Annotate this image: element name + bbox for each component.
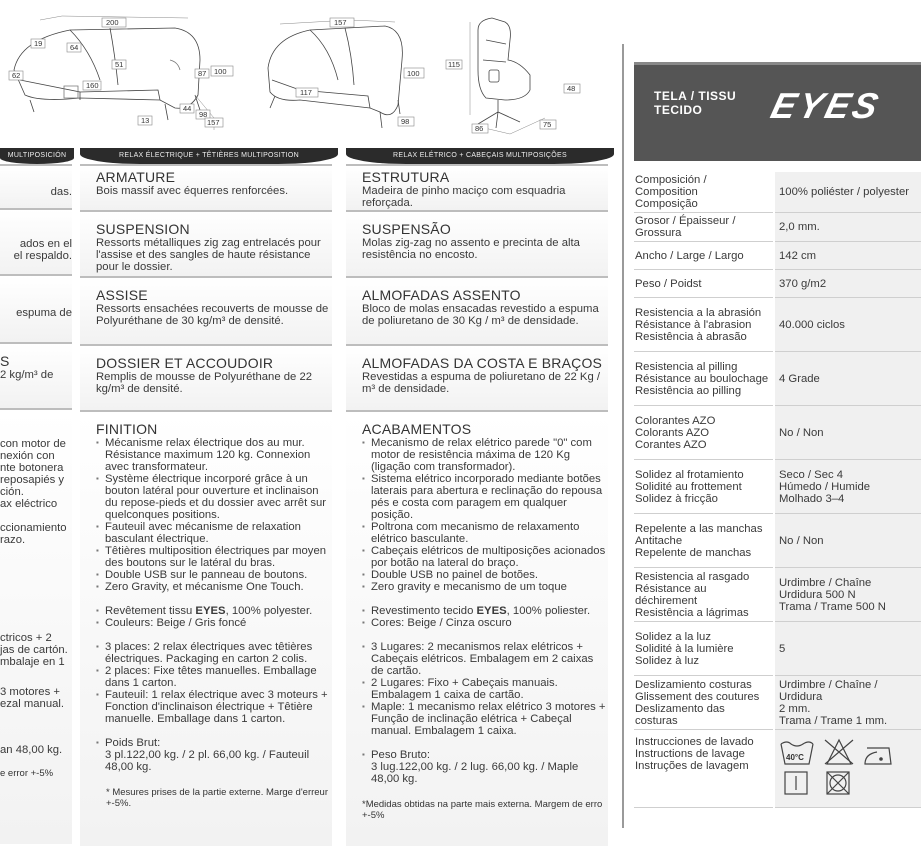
- iron-low-icon: [865, 748, 891, 764]
- section-text: Bois massif avec équerres renforcées.: [96, 185, 289, 197]
- dim-label: 48: [567, 84, 576, 93]
- section-text: Ressorts métalliques zig zag entrelacés pour l'assise et des sangles de haute résistance pour le dossier.: [96, 237, 321, 273]
- list-item: ▪ Têtières multiposition électriques par moyen des boutons sur le latéral du bras.: [96, 545, 332, 569]
- dim-label: 115: [448, 60, 460, 69]
- dim-label: 98: [401, 117, 410, 126]
- section-almofadas-costa: [346, 344, 608, 410]
- list-item: ▪ Fauteuil: 1 relax électrique avec 3 moteurs + Fonction d'inclinaison électrique + Têtière manuelle. Emballage dans 1 carton.: [96, 689, 332, 725]
- dim-label: 51: [115, 60, 124, 69]
- section-dossier: [80, 344, 332, 410]
- section-armature: [80, 164, 332, 210]
- fabric-logo: EYES: [767, 85, 886, 126]
- list-item: ▪ Double USB no painel de botões.: [362, 569, 608, 581]
- table-row: Instrucciones de lavado Instructions de lavage Instruções de lavagem 40°C: [634, 730, 921, 808]
- cropped-text: ados en el: [19, 238, 72, 250]
- section-text: Revestidas a espuma de poliuretano de 22 Kg / m³ de densidade.: [362, 371, 601, 395]
- section-estrutura: [346, 164, 608, 210]
- cropped-text: 3 motores +: [0, 686, 60, 698]
- list-item: ▪ Zero gravity e mecanismo de um toque: [362, 581, 608, 593]
- sofa-2-seat-drawing: [268, 20, 402, 128]
- list-item: ▪ Maple: 1 mecanismo relax elétrico 3 motores + Função de inclinação elétrica + Cabeçal manual. Embalagem 1 caixa.: [362, 701, 608, 737]
- dim-label: 200: [106, 18, 119, 27]
- section-title: SUSPENSÃO: [362, 221, 451, 237]
- svg-text:40°C: 40°C: [786, 753, 804, 762]
- dim-label: 117: [300, 88, 312, 97]
- section-text: Molas zig-zag no assento e precinta de alta resistência no encosto.: [362, 237, 580, 261]
- list-item: ▪ Double USB sur le panneau de boutons.: [96, 569, 332, 581]
- section-title: ACABAMENTOS: [362, 421, 472, 437]
- list-item: ▪ Mecanismo de relax elétrico parede "0" com motor de resistência máxima de 120 Kg (ligação com transformador).: [362, 437, 608, 473]
- table-row: Repelente a las manchas Antitache Repelente de manchas No / Non: [634, 514, 921, 568]
- list-item: ▪ Mécanisme relax électrique dos au mur. Résistance maximum 120 kg. Connexion avec transformateur.: [96, 437, 332, 473]
- cropped-title: S: [0, 353, 10, 369]
- fabric-spec-table: [634, 172, 921, 808]
- cropped-text: das.: [50, 186, 72, 198]
- column-divider: [622, 44, 624, 828]
- section-text: Ressorts ensachées recouverts de mousse de Polyuréthane de 30 kg/m³ de densité.: [96, 303, 329, 327]
- table-row: Grosor / Épaisseur / Grossura 2,0 mm.: [634, 213, 921, 242]
- table-row: Resistencia al rasgado Résistance au déchirement Resistência a lágrimas Urdimbre / Chaîne Urdidura 500 N Trama / Trame 500 N: [634, 568, 921, 622]
- list-item: ▪ Zero Gravity, et mécanisme One Touch.: [96, 581, 332, 593]
- weight-title: ▪ Peso Bruto:: [362, 749, 608, 761]
- table-row: Peso / Poidst 370 g/m2: [634, 270, 921, 298]
- cropped-text: mbalaje en 1: [0, 656, 65, 668]
- dim-label: 64: [70, 43, 79, 52]
- cropped-text: con motor de: [0, 438, 66, 450]
- dim-label: 86: [475, 124, 484, 133]
- cropped-text: reposapiés y: [0, 474, 65, 486]
- section-text: Remplis de mousse de Polyuréthane de 22 kg/m³ de densité.: [96, 371, 313, 395]
- line-dry-icon: [785, 772, 807, 794]
- list-item: ▪ 2 places: Fixe têtes manuelles. Emballage dans 1 carton.: [96, 665, 332, 689]
- dim-label: 19: [34, 39, 43, 48]
- dim-label: 75: [543, 120, 552, 129]
- section-almofadas-assento: [346, 276, 608, 344]
- list-item: ▪ 3 places: 2 relax électriques avec têtières électriques. Packaging en carton 2 colis.: [96, 641, 332, 665]
- table-row: Solidez al frotamiento Solidité au frottement Solidez à fricção Seco / Sec 4 Húmedo / Humide Molhado 3–4: [634, 460, 921, 514]
- dim-label: 62: [12, 71, 21, 80]
- no-tumble-dry-icon: [827, 772, 849, 794]
- cropped-text: ctricos + 2: [0, 632, 52, 644]
- weight-values: 3 pl.122,00 kg. / 2 pl. 66,00 kg. / Fauteuil 48,00 kg.: [105, 749, 310, 773]
- section-assise: [80, 276, 332, 344]
- cropped-text: jas de cartón.: [0, 644, 68, 656]
- section-title: ALMOFADAS DA COSTA E BRAÇOS: [362, 355, 603, 371]
- section-suspensao: [346, 210, 608, 276]
- finition-list: [96, 437, 332, 593]
- dim-label: 87: [198, 69, 207, 78]
- section-suspension: [80, 210, 332, 276]
- list-item: ▪ 2 Lugares: Fixo + Cabeçais manuais. Embalagem 1 caixa de cartão.: [362, 677, 608, 701]
- section-title: DOSSIER ET ACCOUDOIR: [96, 355, 274, 371]
- cropped-text: ción.: [0, 486, 24, 498]
- wash-40-icon: [781, 742, 813, 764]
- ribbon-es: MULTIPOSICIÓN: [0, 148, 74, 164]
- cropped-text: el respaldo.: [13, 250, 72, 262]
- section-acabamentos: [346, 410, 608, 846]
- list-item: ▪ 3 Lugares: 2 mecanismos relax elétricos + Cabeçais elétricos. Embalagem em 2 caixas de cartão.: [362, 641, 608, 677]
- cropped-text: ax eléctrico: [0, 498, 58, 510]
- cropped-text: nte botonera: [0, 462, 64, 474]
- list-item: ▪ Cabeçais elétricos de multiposições acionados por botão na lateral do braço.: [362, 545, 608, 569]
- section-title: SUSPENSION: [96, 221, 190, 237]
- column-pt: [346, 164, 608, 846]
- dim-label: 157: [334, 18, 347, 27]
- dim-label: 98: [199, 110, 208, 119]
- fabric-header: [634, 62, 921, 161]
- acabamentos-list: [362, 437, 608, 593]
- column-es: [0, 164, 72, 844]
- section-text: Bloco de molas ensacadas revestido a espuma de poliuretano de 30 Kg / m³ de densidade.: [362, 303, 599, 327]
- table-row: Resistencia a la abrasión Résistance à l'abrasion Resistência à abrasão 40.000 ciclos: [634, 298, 921, 352]
- table-row: Composición / Composition Composição 100% poliéster / polyester: [634, 172, 921, 213]
- dim-label: 44: [183, 104, 192, 113]
- dim-label: 157: [207, 118, 220, 127]
- section-title: ESTRUTURA: [362, 169, 450, 185]
- cropped-note: e error +-5%: [0, 768, 54, 779]
- list-item: ▪ Système électrique incorporé grâce à un bouton latéral pour ouverture et inclinaison du repose-pieds et du dossier avec arrêt sur quelconques positions.: [96, 473, 332, 521]
- weight-values: 3 lug.122,00 kg. / 2 lug. 66,00 kg. / Maple 48,00 kg.: [371, 761, 579, 785]
- table-row: Deslizamiento costuras Glissement des coutures Deslizamento das costuras Urdimbre / Chaîne / Urdidura 2 mm. Trama / Trame 1 mm.: [634, 676, 921, 730]
- fabric-item: ▪ Revêtement tissu EYES, 100% polyester.: [96, 605, 332, 617]
- armchair-drawing: [470, 18, 545, 134]
- list-item: ▪ Fauteuil avec mécanisme de relaxation basculant électrique.: [96, 521, 332, 545]
- footnote: *Medidas obtidas na parte mais externa. Margem de erro +-5%: [362, 799, 603, 821]
- product-drawings: [0, 0, 621, 150]
- colors-item: ▪ Couleurs: Beige / Gris foncé: [96, 617, 332, 629]
- dim-label: 160: [86, 81, 99, 90]
- column-fr: [80, 164, 332, 846]
- cropped-text: ccionamiento: [0, 522, 67, 534]
- ribbon-pt: RELAX ELÉTRICO + CABEÇAIS MULTIPOSIÇÕES: [346, 148, 614, 164]
- section-title: FINITION: [96, 421, 158, 437]
- table-row: Ancho / Large / Largo 142 cm: [634, 242, 921, 270]
- section-finition: [80, 410, 332, 846]
- cropped-text: 2 kg/m³ de: [0, 369, 54, 381]
- dim-label: 100: [214, 67, 227, 76]
- table-row: Resistencia al pilling Résistance au boulochage Resistência ao pilling 4 Grade: [634, 352, 921, 406]
- weight-title: ▪ Poids Brut:: [96, 737, 332, 749]
- table-row: Solidez a la luz Solidité à la lumière Solidez à luz 5: [634, 622, 921, 676]
- list-item: ▪ Sistema elétrico incorporado mediante botões laterais para abertura e reclinação do repousa pés e costa com paragem em qualquer posição.: [362, 473, 608, 521]
- cropped-text: razo.: [0, 534, 26, 546]
- colors-item: ▪ Cores: Beige / Cinza oscuro: [362, 617, 608, 629]
- dim-label: 13: [141, 116, 150, 125]
- cropped-text: nexión con: [0, 450, 55, 462]
- section-title: ARMATURE: [96, 169, 176, 185]
- section-title: ALMOFADAS ASSENTO: [362, 287, 521, 303]
- fabric-item: ▪ Revestimento tecido EYES, 100% poliester.: [362, 605, 608, 617]
- section-title: ASSISE: [96, 287, 148, 303]
- cropped-text: an 48,00 kg.: [0, 744, 63, 756]
- dim-label: 100: [407, 69, 420, 78]
- footnote: * Mesures prises de la partie externe. Marge d'erreur +-5%.: [106, 787, 328, 809]
- ribbon-fr: RELAX ÉLECTRIQUE + TÊTIÈRES MULTIPOSITION: [80, 148, 338, 164]
- care-symbols: [777, 734, 917, 800]
- cropped-text: espuma de: [16, 307, 72, 319]
- section-text: Madeira de pinho maciço com esquadria reforçada.: [362, 185, 566, 209]
- list-item: ▪ Poltrona com mecanismo de relaxamento elétrico basculante.: [362, 521, 608, 545]
- fabric-header-label: TELA / TISSU TECIDO: [654, 89, 737, 117]
- cropped-text: ezal manual.: [0, 698, 65, 710]
- no-bleach-icon: [825, 740, 853, 764]
- table-row: Colorantes AZO Colorants AZO Corantes AZO No / Non: [634, 406, 921, 460]
